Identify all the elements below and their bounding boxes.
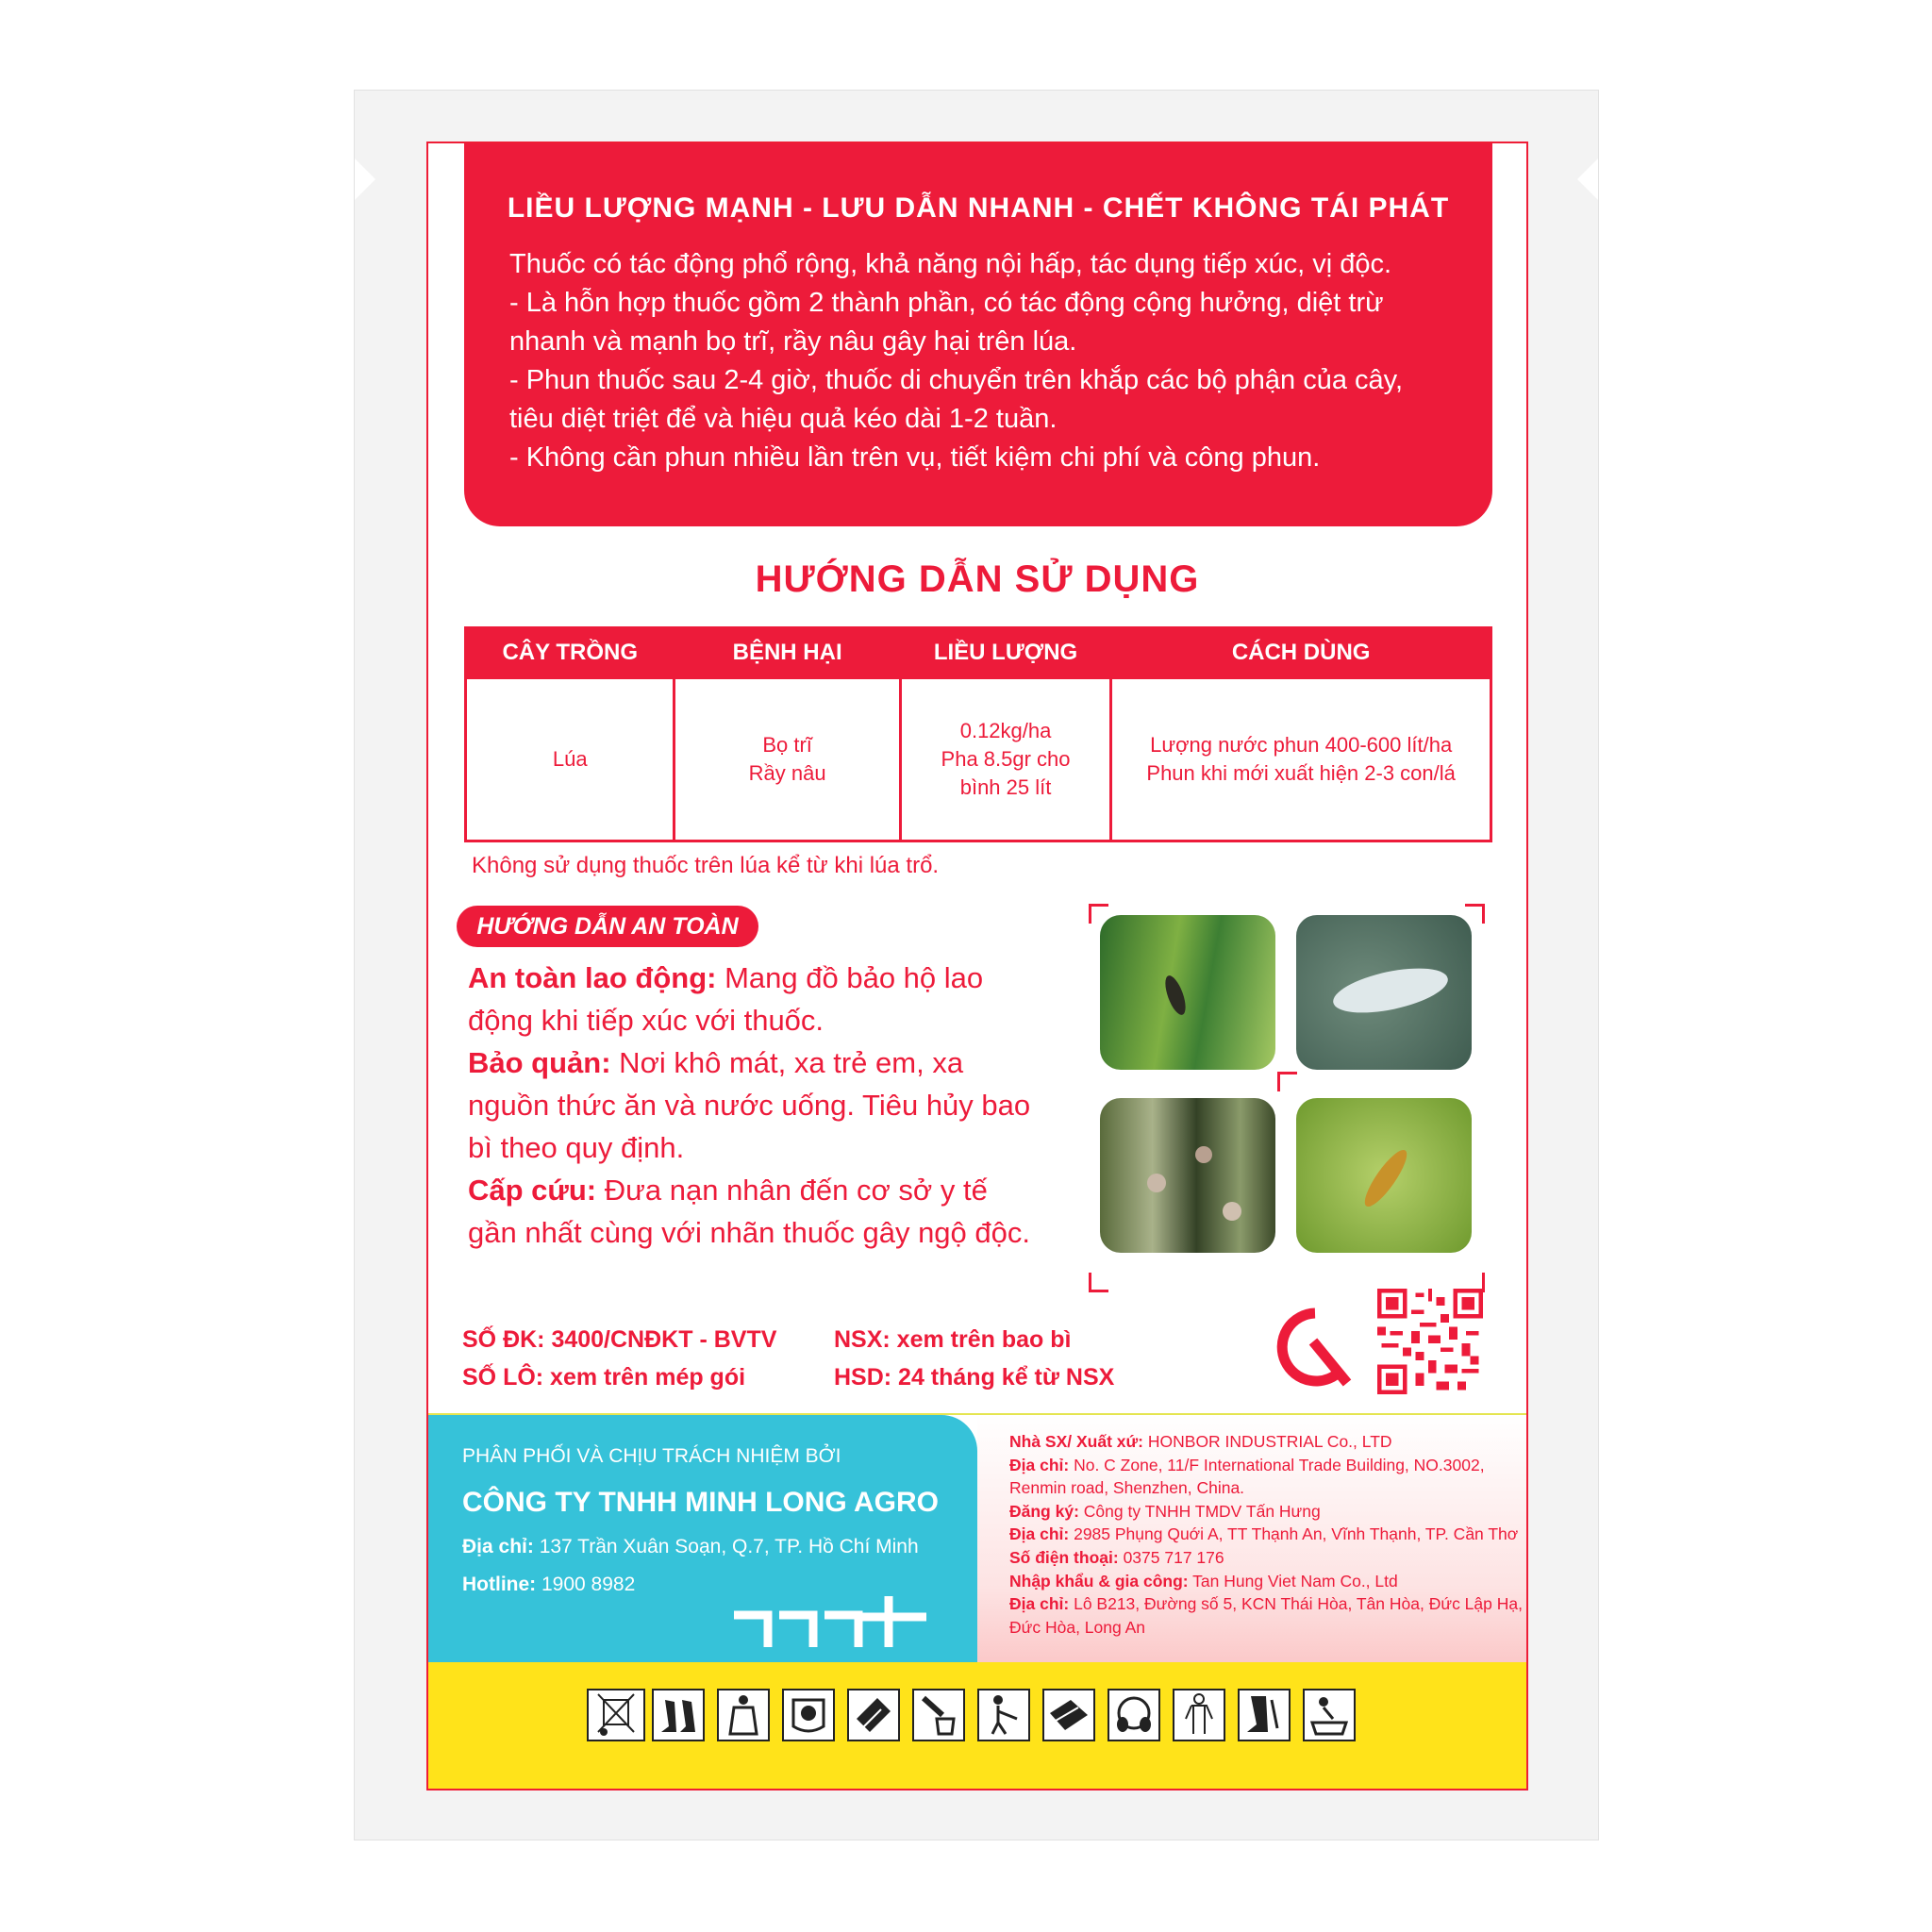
usage-table xyxy=(464,626,1492,842)
benefits-panel xyxy=(464,143,1492,526)
info-line xyxy=(1009,1500,1523,1524)
pest-photo-eggs xyxy=(1296,915,1472,1070)
coverall-pictogram-icon xyxy=(1173,1689,1225,1741)
pest-photos xyxy=(1089,904,1485,1292)
usage-note: Không sử dụng thuốc trên lúa kể từ khi lúa trổ. xyxy=(472,853,940,878)
manufacturer-info xyxy=(977,1415,1528,1662)
thrips-icon xyxy=(1296,1098,1472,1253)
pest-photo-thrips-adult xyxy=(1296,1098,1472,1253)
frame-corner xyxy=(1277,1072,1297,1091)
info-value: Tan Hung Viet Nam Co., Ltd xyxy=(1188,1571,1398,1591)
pest-value: Bọ trĩ xyxy=(762,733,812,757)
frame-corner xyxy=(1465,904,1485,924)
insect-icon xyxy=(1100,915,1275,1070)
info-label: Đăng ký: xyxy=(1009,1501,1079,1521)
info-line xyxy=(1009,1546,1523,1570)
tear-notch-left xyxy=(355,158,375,200)
method-value: Lượng nước phun 400-600 lít/ha xyxy=(1150,733,1453,757)
storage-pictogram-icon xyxy=(587,1689,645,1741)
usage-title: HƯỚNG DẪN SỬ DỤNG xyxy=(755,558,1200,600)
egg-cluster-icon xyxy=(1296,915,1472,1070)
slogan: LIỀU LƯỢNG MẠNH - LƯU DẪN NHANH - CHẾT KHÔNG TÁI PHÁT xyxy=(507,192,1450,224)
intro-line: - Không cần phun nhiều lần trên vụ, tiết kiệm chi phí và công phun. xyxy=(509,442,1321,473)
storage-label: Bảo quản: xyxy=(468,1046,611,1079)
info-value: Renmin road, Shenzhen, China. xyxy=(1009,1478,1245,1498)
info-value: Đức Hòa, Long An xyxy=(1009,1617,1146,1637)
info-label: Địa chỉ: xyxy=(1009,1524,1070,1544)
apron-pictogram-icon xyxy=(717,1689,770,1741)
distributor-box xyxy=(428,1415,977,1662)
planthopper-icon xyxy=(1100,1098,1275,1253)
address-text: 137 Trần Xuân Soạn, Q.7, TP. Hồ Chí Minh xyxy=(533,1536,919,1557)
header-dose: LIỀU LƯỢNG xyxy=(900,628,1111,678)
crop-value: Lúa xyxy=(552,747,588,771)
distributor-company: CÔNG TY TNHH MINH LONG AGRO xyxy=(462,1487,939,1518)
quality-logo-icon xyxy=(1275,1307,1355,1387)
info-line xyxy=(1009,1476,1523,1500)
product-label xyxy=(426,142,1528,1790)
respirator-pictogram-icon xyxy=(1108,1689,1160,1741)
info-value: Công ty TNHH TMDV Tấn Hưng xyxy=(1078,1501,1321,1521)
distributor-caption: PHÂN PHỐI VÀ CHỊU TRÁCH NHIỆM BỞI xyxy=(462,1445,841,1467)
storage-text: Nơi khô mát, xa trẻ em, xa nguồn thức ăn và nước uống. Tiêu hủy bao bì theo quy định. xyxy=(468,1046,1031,1164)
mixing-pictogram-icon xyxy=(912,1689,965,1741)
safety-text xyxy=(468,957,1034,1254)
header-crop: CÂY TRỒNG xyxy=(466,628,675,678)
pest-photo-thrips-on-leaf xyxy=(1100,915,1275,1070)
intro-line: - Là hỗn hợp thuốc gồm 2 thành phần, có tác động cộng hưởng, diệt trừ xyxy=(509,288,1384,318)
spraying-pictogram-icon xyxy=(977,1689,1030,1741)
info-value: 2985 Phụng Quới A, TT Thạnh An, Vĩnh Thạnh, TP. Cần Thơ xyxy=(1069,1524,1519,1544)
hotline-label: Hotline: xyxy=(462,1574,537,1595)
cell-method xyxy=(1111,678,1491,841)
distributor-address xyxy=(462,1536,919,1558)
info-label: Nhà SX/ Xuất xứ: xyxy=(1009,1432,1144,1451)
info-line xyxy=(1009,1454,1523,1477)
aid-text: Đưa nạn nhân đến cơ sở y tế gần nhất cùng với nhãn thuốc gây ngộ độc. xyxy=(468,1174,1030,1249)
info-line xyxy=(1009,1616,1523,1640)
safety-title: HƯỚNG DẪN AN TOÀN xyxy=(457,906,758,947)
cell-pest xyxy=(675,678,900,841)
tear-notch-right xyxy=(1577,158,1598,200)
intro-text xyxy=(509,245,1453,477)
info-line xyxy=(1009,1592,1523,1616)
safety-storage xyxy=(468,1041,1034,1169)
info-label: Nhập khẩu & gia công: xyxy=(1009,1571,1189,1591)
boots-pictogram-icon xyxy=(1238,1689,1291,1741)
gloves-pictogram-icon xyxy=(847,1689,900,1741)
aid-label: Cấp cứu: xyxy=(468,1174,597,1207)
hotline-text: 1900 8982 xyxy=(536,1574,636,1595)
cell-dose xyxy=(900,678,1111,841)
dose-value: bình 25 lít xyxy=(959,775,1052,799)
labor-text: Mang đồ bảo hộ lao động khi tiếp xúc với thuốc. xyxy=(468,961,984,1037)
safety-aid xyxy=(468,1169,1034,1254)
wash-pictogram-icon xyxy=(1303,1689,1356,1741)
face-shield-pictogram-icon xyxy=(782,1689,835,1741)
header-method: CÁCH DÙNG xyxy=(1111,628,1491,678)
company-logo-icon xyxy=(730,1596,928,1647)
registration-number: SỐ ĐK: 3400/CNĐKT - BVTV xyxy=(462,1326,777,1353)
info-line xyxy=(1009,1523,1523,1546)
lot-number: SỐ LÔ: xem trên mép gói xyxy=(462,1364,746,1391)
address-label: Địa chỉ: xyxy=(462,1536,534,1557)
frame-corner xyxy=(1089,904,1108,924)
intro-line: nhanh và mạnh bọ trĩ, rầy nâu gây hại trên lúa. xyxy=(509,326,1077,357)
dose-value: Pha 8.5gr cho xyxy=(941,747,1071,771)
gloves-pictogram-icon xyxy=(1042,1689,1095,1741)
safety-labor xyxy=(468,957,1034,1041)
table-row xyxy=(466,678,1491,841)
info-label: Địa chỉ: xyxy=(1009,1455,1070,1474)
qr-code-icon xyxy=(1377,1289,1483,1394)
labor-label: An toàn lao động: xyxy=(468,961,717,994)
intro-line: - Phun thuốc sau 2-4 giờ, thuốc di chuyển trên khắp các bộ phận của cây, xyxy=(509,365,1404,395)
frame-corner xyxy=(1089,1273,1108,1292)
table-header-row xyxy=(466,628,1491,678)
boots-pictogram-icon xyxy=(652,1689,705,1741)
info-value: No. C Zone, 11/F International Trade Building, NO.3002, xyxy=(1069,1455,1485,1474)
info-line xyxy=(1009,1570,1523,1593)
pest-photo-planthoppers xyxy=(1100,1098,1275,1253)
pest-value: Rầy nâu xyxy=(748,761,826,785)
info-line xyxy=(1009,1430,1523,1454)
info-value: HONBOR INDUSTRIAL Co., LTD xyxy=(1143,1432,1392,1451)
info-label: Số điện thoại: xyxy=(1009,1547,1119,1567)
distributor-hotline xyxy=(462,1574,635,1596)
info-value: 0375 717 176 xyxy=(1118,1547,1224,1567)
expiry: HSD: 24 tháng kể từ NSX xyxy=(834,1364,1115,1391)
dose-value: 0.12kg/ha xyxy=(959,719,1052,742)
info-label: Địa chỉ: xyxy=(1009,1594,1070,1614)
cell-crop xyxy=(466,678,675,841)
manufacture-date: NSX: xem trên bao bì xyxy=(834,1326,1072,1353)
info-value: Lô B213, Đường số 5, KCN Thái Hòa, Tân Hòa, Đức Lập Hạ, xyxy=(1069,1594,1523,1614)
intro-line: Thuốc có tác động phổ rộng, khả năng nội hấp, tác dụng tiếp xúc, vị độc. xyxy=(509,249,1392,279)
method-value: Phun khi mới xuất hiện 2-3 con/lá xyxy=(1146,761,1456,785)
intro-line: tiêu diệt triệt để và hiệu quả kéo dài 1-2 tuần. xyxy=(509,404,1058,434)
header-pest: BỆNH HẠI xyxy=(675,628,900,678)
